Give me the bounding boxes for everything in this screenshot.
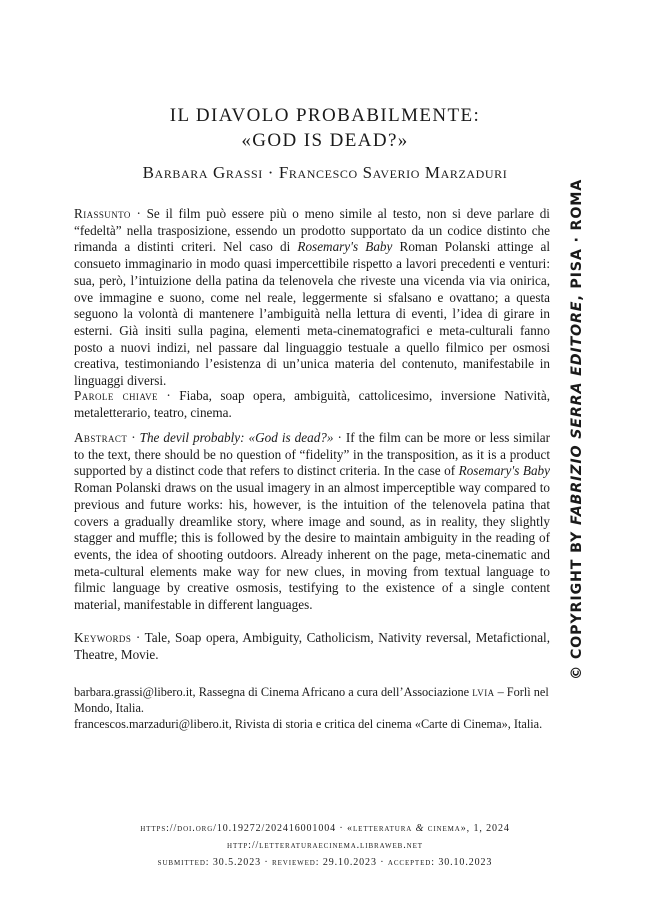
riassunto-separator: ·: [130, 206, 147, 221]
author-1-email[interactable]: barbara.grassi@libero.it: [74, 685, 193, 699]
footer-dates-line: submitted: 30.5.2023 · reviewed: 29.10.2023 · accepted: 30.10.2023: [157, 857, 493, 868]
parole-chiave-paragraph: [74, 388, 550, 421]
authors: Barbara Grassi · Francesco Saverio Marzaduri: [142, 163, 508, 182]
copyright-prefix: © COPYRIGHT BY: [569, 525, 585, 680]
copyright-publisher: FABRIZIO SERRA EDITORE: [569, 300, 585, 526]
author-1-affiliation-b: – Forlì nel Mondo, Italia.: [74, 685, 549, 715]
journal-url-link[interactable]: http://letteraturaecinema.libraweb.net: [227, 840, 423, 851]
abstract-film-title: Rosemary's Baby: [458, 463, 550, 479]
riassunto-paragraph: [74, 206, 550, 390]
parole-chiave-label: Parole chiave: [74, 388, 158, 403]
riassunto-label: Riassunto: [74, 206, 131, 221]
author-1-assoc: lvia: [472, 685, 495, 699]
abstract-label: Abstract: [74, 430, 128, 445]
title-line-1: IL DIAVOLO PROBABILMENTE:: [169, 105, 481, 126]
riassunto-text-a: Se il film può essere più o meno simile al testo, non si deve parlare di “fedeltà” nella trasposizione, essendo un prodotto supportato da un codice distinto che rimanda a distinti criteri. Nel caso di: [74, 206, 550, 255]
author-contact-1: [74, 684, 550, 716]
author-2-affiliation: , Rivista di storia e critica del cinema «Carte di Cinema», Italia.: [228, 717, 543, 731]
keywords-label: Keywords: [74, 630, 132, 645]
keywords-paragraph: [74, 630, 550, 663]
article-title: [0, 103, 650, 153]
abstract-text-b: Roman Polanski draws on the usual imagery in an almost imperceptible way compared to previous and future works: his, however, is the intuition of the telenovela patina that covers a gradually dreamlike story, where image and sound, as in reality, they slightly stagger and muffle; this is followed by the desire to maintain ambiguity in the reading of events, the idea of shooting outdoors. Already inherent on the page, meta-cinematic and meta-cultural elements make way for new clues, in moving from textual language to filmic language by creative osmosis, testifying to the existence of a single content material, manifestable in different languages.: [74, 480, 550, 613]
footer-doi-line: [0, 823, 650, 834]
keywords-separator: ·: [131, 630, 145, 645]
author-contact-2: [74, 716, 550, 732]
parole-chiave-separator: ·: [157, 388, 180, 403]
parole-chiave-text: Fiaba, soap opera, ambiguità, cattolicesimo, inversione Natività, metaletterario, teatro, cinema.: [74, 388, 550, 420]
author-1-affiliation-a: , Rassegna di Cinema Africano a cura dell’Associazione: [192, 685, 473, 699]
abstract-paragraph: [74, 430, 550, 614]
footer-url-line: [0, 840, 650, 851]
abstract-separator: ·: [127, 430, 140, 445]
riassunto-film-title: Rosemary's Baby: [297, 239, 393, 255]
copyright-cities: , PISA · ROMA: [569, 178, 585, 301]
keywords-text: Tale, Soap opera, Ambiguity, Catholicism, Nativity reversal, Metafictional, Theatre, Movie.: [74, 630, 551, 662]
journal-ampersand: &: [415, 823, 425, 834]
author-2-email[interactable]: francescos.marzaduri@libero.it: [74, 717, 229, 731]
abstract-english-title: The devil probably: «God is dead?»: [139, 430, 334, 445]
abstract-text-a: If the film can be more or less similar to the text, there should be no question of “fidelity” in the transposition, as it is a product supported by a distinct code that refers to distinct criteria. In the case of: [74, 430, 550, 479]
riassunto-text-b: Roman Polanski attinge al consueto immaginario in modo quasi impercettibile rispetto a lavori precedenti e venturi: sua, però, l’intuizione della patina da telenovela che riveste una vicenda via via onirica, ove immagine e suono, come nel reale, leggermente si sfalsano e ovattano; a questa seguono la volontà di mantenere l’ambiguità nella lettura di eventi, l’idea di girare in esterni. Già insiti sulla pagina, elementi meta-cinematografici e meta-culturali fanno posto a nuovi indizi, nel passare dal linguaggio testuale a quello filmico per osmosi creativa, testimoniando l’esistenza di un’unica materia del contenuto, manifestabile in linguaggi diversi.: [74, 239, 550, 389]
journal-name-b: cinema», 1, 2024: [424, 823, 510, 834]
title-line-2: «GOD IS DEAD?»: [241, 130, 409, 151]
journal-name-a: · «letteratura: [336, 823, 416, 834]
doi-link[interactable]: https://doi.org/10.19272/202416001004: [140, 823, 337, 834]
abstract-separator-2: ·: [333, 430, 346, 445]
copyright-notice: [568, 178, 586, 680]
